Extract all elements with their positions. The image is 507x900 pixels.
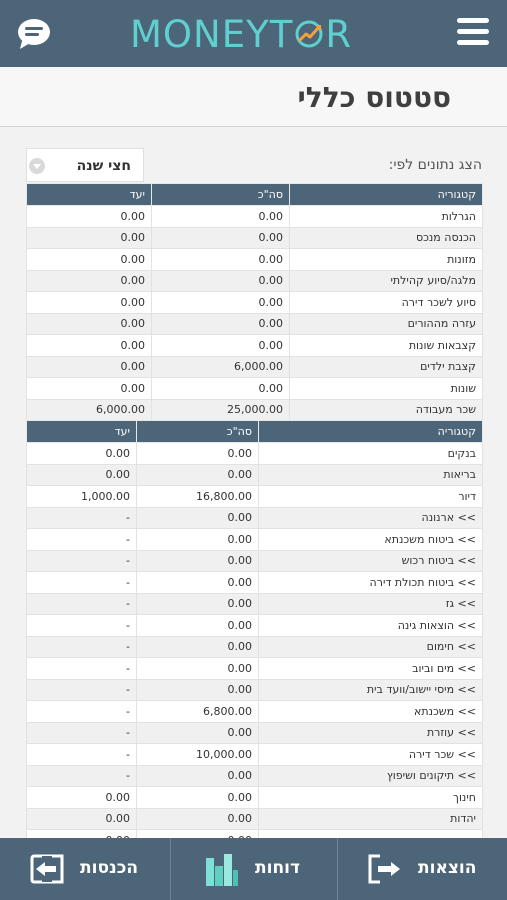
table-row[interactable] [27,808,483,830]
col-header-target: יעד [27,184,152,206]
row-target: - [27,765,137,787]
row-category: שונות [290,378,483,400]
row-category: עזרה מההורים [290,313,483,335]
table-row[interactable] [27,658,483,680]
row-total: 0.00 [137,593,259,615]
table-row[interactable] [27,615,483,637]
reports-nav-button[interactable] [171,838,338,900]
row-target: - [27,572,137,594]
row-target: - [27,507,137,529]
row-category: חינוך [259,787,483,809]
reports-nav-label: דוחות [255,858,300,878]
row-category: בנקים [259,443,483,465]
bottom-nav [0,838,507,900]
period-select[interactable] [26,148,144,182]
row-total: 16,800.00 [137,486,259,508]
row-target: 0.00 [27,292,152,314]
row-target: 0.00 [27,787,137,809]
row-target: - [27,679,137,701]
chevron-down-icon [29,158,45,174]
row-target: - [27,593,137,615]
row-total: 0.00 [137,550,259,572]
row-target: 0.00 [27,227,152,249]
row-category: >> מיסי יישוב/וועד בית [259,679,483,701]
row-total: 25,000.00 [152,399,290,421]
row-total: 0.00 [137,808,259,830]
bar-chart-icon [205,854,239,890]
table-row[interactable] [27,572,483,594]
income-nav-label: הכנסות [80,858,139,878]
row-total: 0.00 [152,206,290,228]
income-table-header [27,184,483,206]
table-row[interactable] [27,507,483,529]
row-category: שכר מעבודה [290,399,483,421]
row-category: הכנסה מנכס [290,227,483,249]
logo-text-right: R [325,12,353,56]
expense-table-header [27,421,483,443]
table-row[interactable] [27,206,483,228]
logo-o-icon [294,19,324,49]
row-target: 1,000.00 [27,486,137,508]
income-table [26,183,483,421]
table-row[interactable] [27,464,483,486]
table-row[interactable] [27,765,483,787]
row-category: >> ביטוח תכולת דירה [259,572,483,594]
row-total: 0.00 [137,658,259,680]
title-bar [0,67,507,127]
row-category: סיוע לשכר דירה [290,292,483,314]
table-row[interactable] [27,593,483,615]
row-target: - [27,744,137,766]
filter-label: הצג נתונים לפי: [388,157,482,173]
logo-text-left: MONEYT [130,12,294,56]
row-total: 0.00 [152,335,290,357]
table-row[interactable] [27,292,483,314]
row-total: 0.00 [137,443,259,465]
table-row[interactable] [27,227,483,249]
row-total: 10,000.00 [137,744,259,766]
row-target: 0.00 [27,443,137,465]
row-category: >> חימום [259,636,483,658]
table-row[interactable] [27,722,483,744]
table-row[interactable] [27,486,483,508]
row-total: 6,000.00 [152,356,290,378]
chat-icon[interactable] [16,17,52,51]
table-row[interactable] [27,443,483,465]
row-target: 0.00 [27,270,152,292]
row-category: >> משכנתא [259,701,483,723]
sign-out-icon [368,854,402,888]
row-category: >> עוזרת [259,722,483,744]
top-bar [0,0,507,67]
row-target: 0.00 [27,335,152,357]
row-target: 0.00 [27,313,152,335]
table-row[interactable] [27,529,483,551]
row-total: 0.00 [137,572,259,594]
row-category: בריאות [259,464,483,486]
table-row[interactable] [27,378,483,400]
row-category: >> גז [259,593,483,615]
table-row[interactable] [27,636,483,658]
row-target: 0.00 [27,464,137,486]
row-total: 0.00 [152,227,290,249]
row-total: 0.00 [137,615,259,637]
row-total: 6,800.00 [137,701,259,723]
row-total: 0.00 [137,636,259,658]
row-target: 0.00 [27,378,152,400]
row-category: >> ארנונה [259,507,483,529]
expenses-nav-label: הוצאות [418,858,477,878]
row-total: 0.00 [152,292,290,314]
row-total: 0.00 [137,787,259,809]
col-header-category: קטגוריה [290,184,483,206]
row-target: - [27,722,137,744]
period-filter [26,148,482,182]
row-category: >> שכר דירה [259,744,483,766]
row-target: 0.00 [27,206,152,228]
expense-table [26,420,483,852]
table-row[interactable] [27,270,483,292]
row-category: קצבאות שונות [290,335,483,357]
row-target: - [27,529,137,551]
hamburger-menu-icon[interactable] [457,18,489,48]
row-category: קצבת ילדים [290,356,483,378]
row-target: - [27,701,137,723]
row-target: 0.00 [27,808,137,830]
page-title: סטטוס כללי [297,81,451,114]
table-row[interactable] [27,701,483,723]
row-total: 0.00 [137,679,259,701]
col-header-total: סה"כ [137,421,259,443]
row-category: >> תיקונים ושיפוץ [259,765,483,787]
expenses-nav-button[interactable] [338,838,507,900]
row-category: מזונות [290,249,483,271]
row-target: - [27,615,137,637]
table-row[interactable] [27,787,483,809]
row-category: יהדות [259,808,483,830]
row-target: 0.00 [27,356,152,378]
col-header-total: סה"כ [152,184,290,206]
table-row[interactable] [27,313,483,335]
row-category: >> ביטוח משכנתא [259,529,483,551]
row-total: 0.00 [152,270,290,292]
period-select-value: חצי שנה [76,158,131,174]
row-category: הגרלות [290,206,483,228]
table-row[interactable] [27,679,483,701]
income-nav-button[interactable] [0,838,171,900]
row-total: 0.00 [152,313,290,335]
table-row[interactable] [27,335,483,357]
row-target: 0.00 [27,249,152,271]
app-logo [130,12,380,56]
row-total: 0.00 [137,529,259,551]
table-row[interactable] [27,550,483,572]
table-row[interactable] [27,356,483,378]
row-total: 0.00 [137,722,259,744]
row-total: 0.00 [137,765,259,787]
row-total: 0.00 [137,464,259,486]
row-target: - [27,550,137,572]
table-row[interactable] [27,249,483,271]
row-total: 0.00 [137,507,259,529]
col-header-category: קטגוריה [259,421,483,443]
table-row[interactable] [27,399,483,421]
table-row[interactable] [27,744,483,766]
row-category: דיור [259,486,483,508]
row-target: 6,000.00 [27,399,152,421]
col-header-target: יעד [27,421,137,443]
row-target: - [27,636,137,658]
row-category: >> ביטוח רכוש [259,550,483,572]
row-category: >> מים וביוב [259,658,483,680]
row-category: מלגה/סיוע קהילתי [290,270,483,292]
row-total: 0.00 [152,378,290,400]
row-target: - [27,658,137,680]
row-total: 0.00 [152,249,290,271]
sign-in-icon [30,854,64,888]
row-category: >> הוצאות גינה [259,615,483,637]
